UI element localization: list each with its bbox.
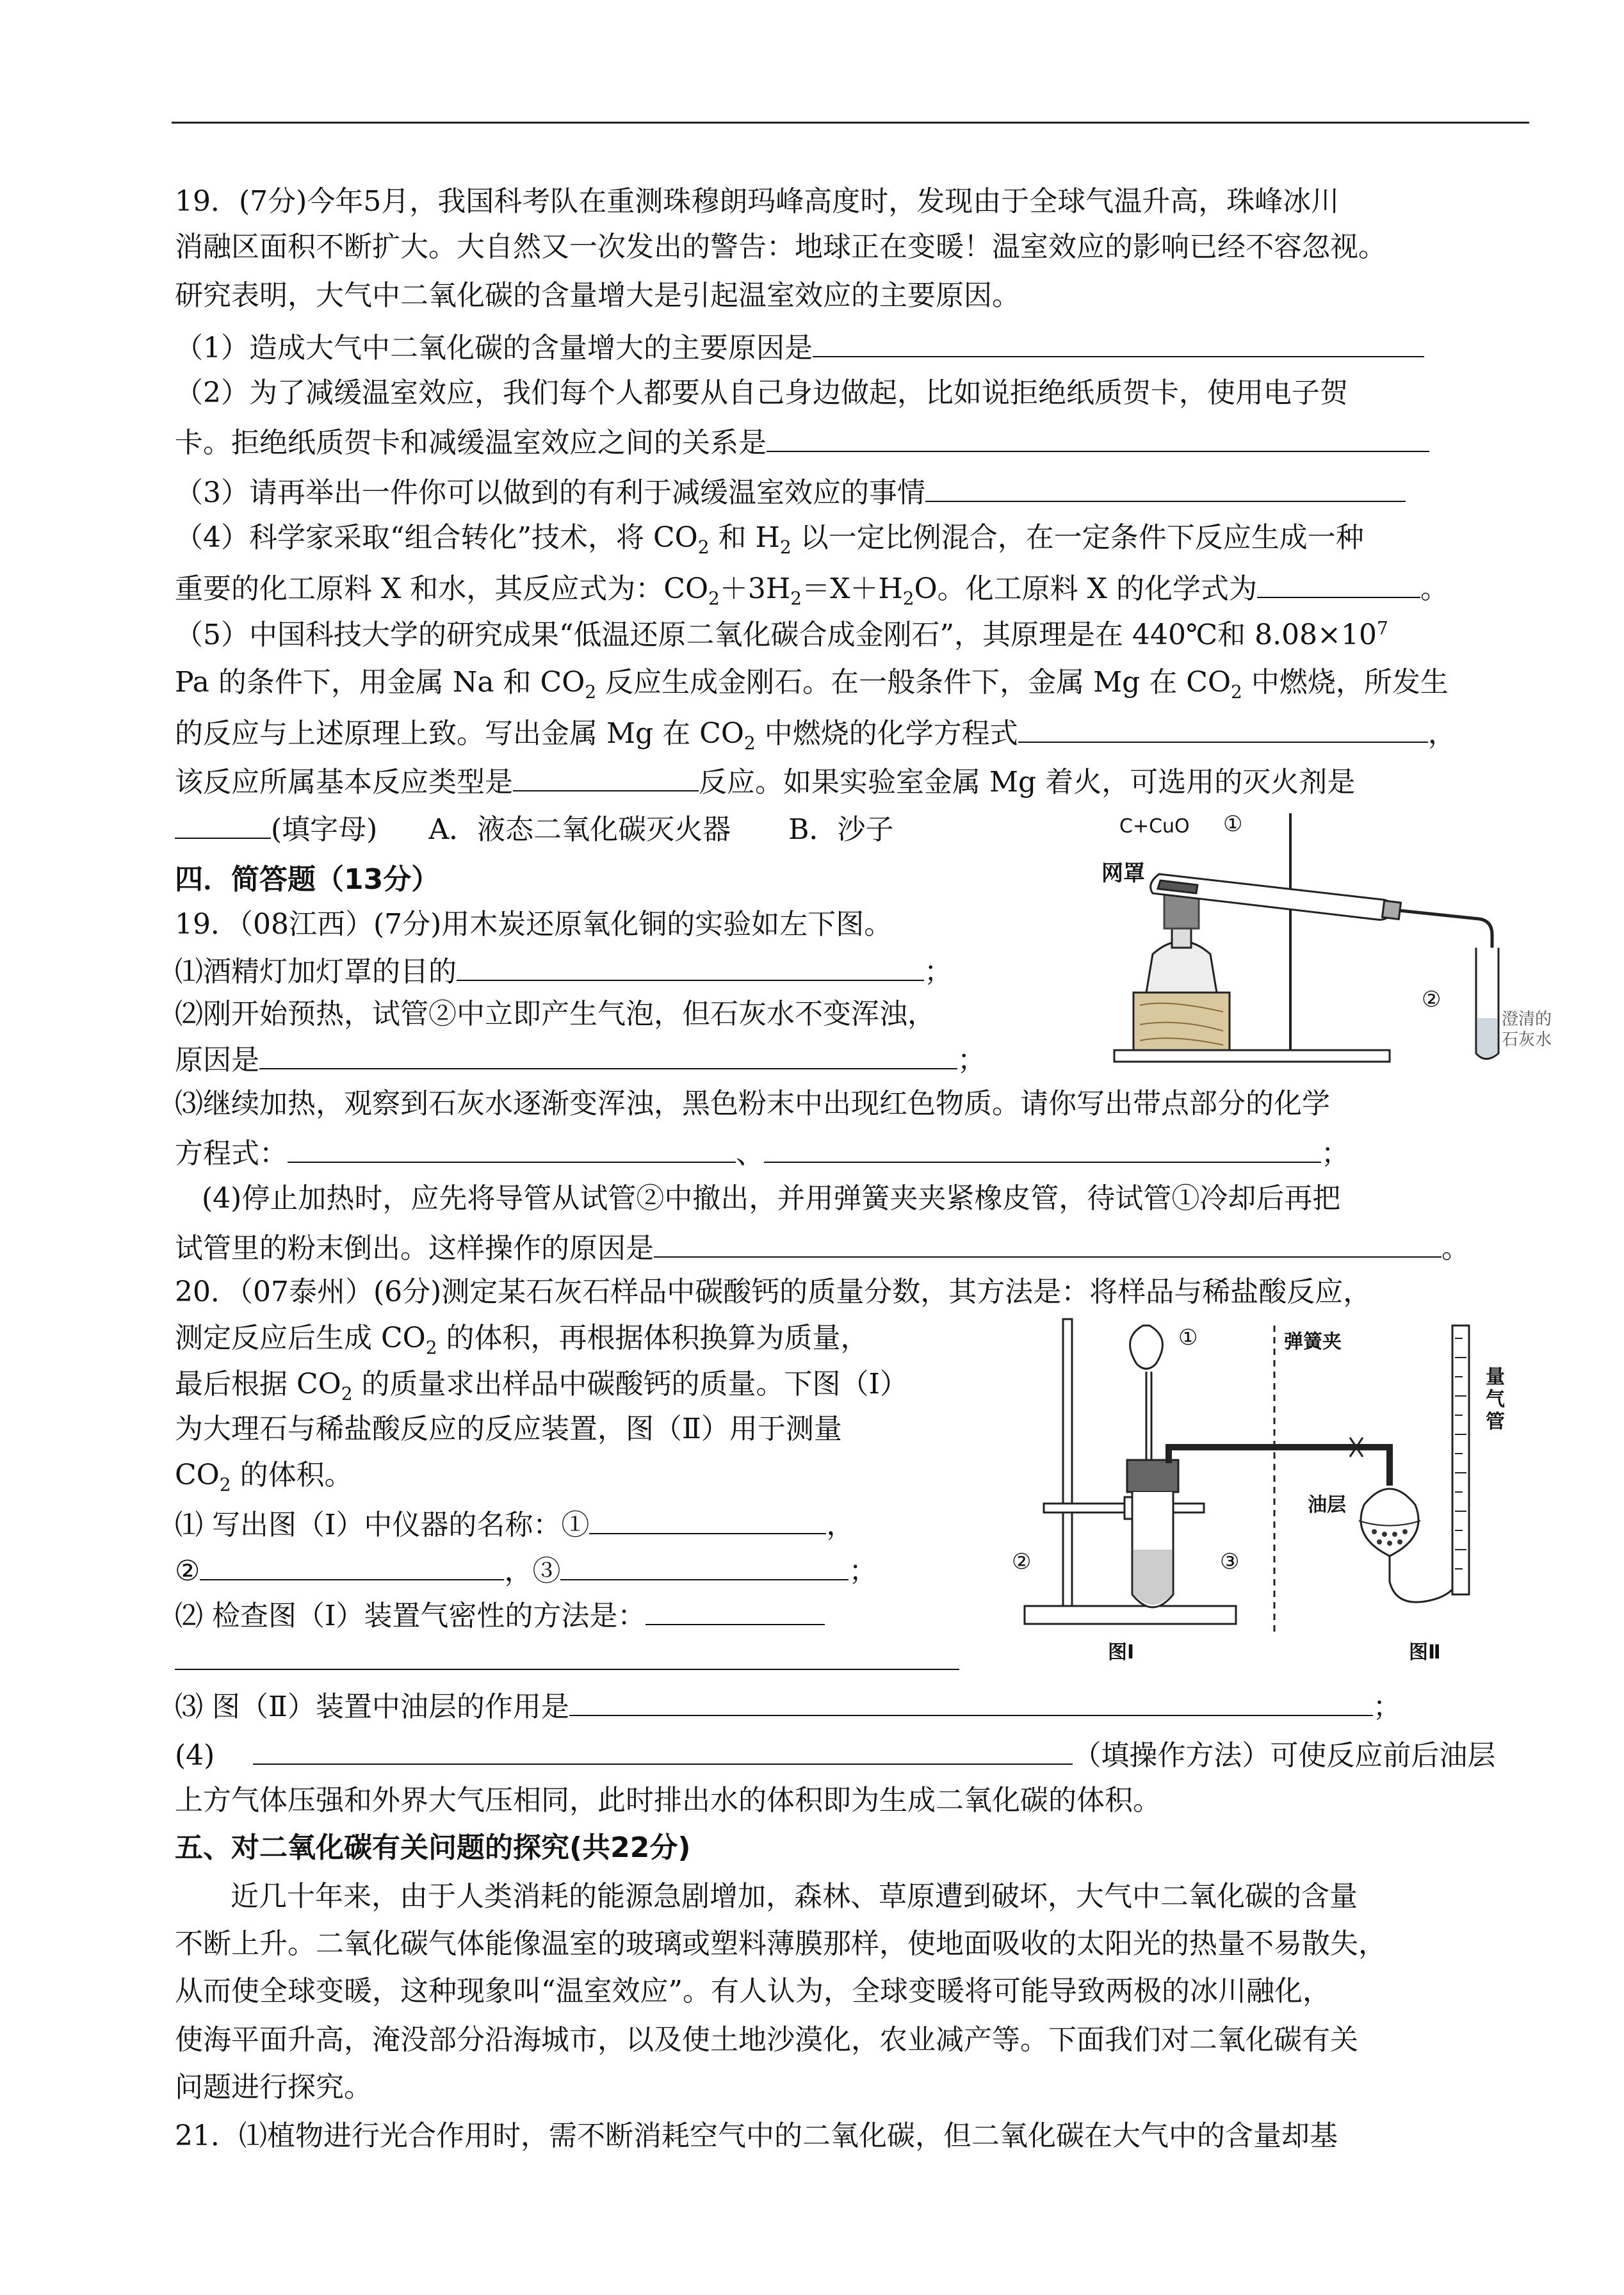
q20-stem: 20．（07泰州）(6分)测定某石灰石样品中碳酸钙的质量分数，其方法是：将样品与稀盐酸反应， [175,1276,1372,1308]
q20-sub4b: 上方气体压强和外界大气压相同，此时排出水的体积即为生成二氧化碳的体积。 [175,1784,1161,1817]
charcoal-cuo-apparatus-figure [1101,800,1552,1069]
section-5-title: 五、对二氧化碳有关问题的探究(共22分) [175,1831,691,1864]
q19a-sub5e: (填字母) A．液态二氧化碳灭火器 B．沙子 [175,808,893,849]
wooden-block [1133,993,1230,1050]
q19b-sub2b: 原因是 ； [175,1039,986,1080]
limewater-label-2: 石灰水 [1502,1030,1552,1050]
rubber-stopper [1127,1460,1178,1492]
answer-blank[interactable] [288,1132,736,1163]
sec5-para-line4: 使海平面升高，淹没部分沿海城市，以及使土地沙漠化，农业减产等。下面我们对二氧化碳有关 [175,2023,1358,2056]
q20-sub1: ⑴ 写出图（Ⅰ）中仪器的名称：① ， [175,1504,854,1545]
q19a-sub1: （1）造成大气中二氧化碳的含量增大的主要原因是 [175,327,1424,368]
q19b-sub3b: 方程式： 、 ； [175,1132,1349,1173]
sec5-para-line3: 从而使全球变暖，这种现象叫“温室效应”。有人认为，全球变暖将可能导致两极的冰川融化， [175,1975,1331,2007]
tube2-number: ② [1422,987,1441,1012]
cuo-label: C+CuO [1119,815,1190,838]
section-4-title: 四．简答题（13分） [175,863,440,896]
answer-line[interactable] [175,1669,959,1670]
fig2-number-2: ② [1012,1549,1032,1575]
answer-blank[interactable] [569,1685,1373,1716]
q20-line4: 为大理石与稀盐酸反应的反应装置，图（Ⅱ）用于测量 [175,1413,842,1445]
limewater-label-1: 澄清的 [1502,1010,1552,1029]
gas-burette-label-2: 气 [1486,1388,1505,1411]
co2-measurement-apparatus-figure [1012,1300,1537,1678]
gas-burette [1452,1326,1469,1594]
q19b-sub4a: (4)停止加热时，应先将导管从试管②中撤出，并用弹簧夹夹紧橡皮管，待试管①冷却后再把 [202,1182,1341,1215]
stand-base [1025,1606,1236,1624]
tube1-number: ① [1223,811,1243,837]
fig2-number-1: ① [1178,1325,1198,1350]
q19a-sub4b: 重要的化工原料 X 和水，其反应式为：$CO_2+3H_2=X+H_2O$。化工原料 X 的化学式为 。 [175,567,1449,608]
q20-sub3: ⑶ 图（Ⅱ）装置中油层的作用是 ； [175,1685,1401,1726]
answer-blank[interactable] [646,1594,825,1625]
answer-blank[interactable] [175,808,271,839]
q20-sub4: (4) （填操作方法）可使反应前后油层 [175,1734,1495,1775]
q19b-sub2a: ⑵刚开始预热，试管②中立即产生气泡，但石灰水不变浑浊， [175,998,936,1030]
stand-base [1114,1050,1390,1062]
q19b-sub3a: ⑶继续加热，观察到石灰水逐渐变浑浊，黑色粉末中出现红色物质。请你写出带点部分的化学 [175,1087,1330,1120]
q19b-sub4b: 试管里的粉末倒出。这样操作的原因是 。 [175,1227,1470,1268]
q20-line2: 测定反应后生成 $CO_2$ 的体积，再根据体积换算为质量， [175,1322,869,1358]
header-rule [172,122,1529,124]
answer-blank[interactable] [1018,712,1428,743]
sec5-para-line5: 问题进行探究。 [175,2071,372,2104]
answer-blank[interactable] [253,1734,1073,1765]
alcohol-lamp [1146,941,1217,993]
q19a-line3: 研究表明，大气中二氧化碳的含量增大是引起温室效应的主要原因。 [175,279,1020,312]
q20-sub2: ⑵ 检查图（Ⅰ）装置气密性的方法是： [175,1594,825,1635]
q19a-line1: 19．(7分)今年5月，我国科考队在重测珠穆朗玛峰高度时，发现由于全球气温升高，珠峰冰川 [175,185,1340,218]
sec5-para-line2: 不断上升。二氧化碳气体能像温室的玻璃或塑料薄膜那样，使地面吸收的太阳光的热量不易散失， [175,1927,1386,1960]
answer-blank[interactable] [457,950,924,981]
mesh-label: 网罩 [1101,861,1145,886]
q19b-sub1: ⑴酒精灯加灯罩的目的 ； [175,950,952,991]
answer-blank[interactable] [589,1504,826,1534]
q19a-sub3: （3）请再举出一件你可以做到的有利于减缓温室效应的事情 [175,471,1406,512]
answer-blank[interactable] [200,1550,504,1580]
answer-blank[interactable] [767,421,1429,452]
q19b-stem: 19．（08江西）(7分)用木炭还原氧化铜的实验如左下图。 [175,908,893,941]
gas-collection-bulb [1361,1489,1418,1556]
gas-burette-label-3: 管 [1486,1411,1505,1433]
sec5-para-line1: 近几十年来，由于人类消耗的能源急剧增加，森林、草原遭到破坏，大气中二氧化碳的含量 [231,1880,1358,1913]
q19a-sub5a: （5）中国科技大学的研究成果“低温还原二氧化碳合成金刚石”，其原理是在 440℃和 $8.08\times 10^7$ [175,617,1388,651]
gas-burette-label-1: 量 [1486,1366,1505,1388]
thistle-funnel [1130,1326,1163,1369]
answer-blank[interactable] [1257,567,1420,598]
answer-blank[interactable] [513,761,699,791]
q20-line5: $CO_2$ 的体积。 [175,1459,353,1495]
q19a-sub2b: 卡。拒绝纸质贺卡和减缓温室效应之间的关系是 [175,421,1429,462]
figure-caption-1: 图Ⅰ [1108,1641,1135,1664]
q19a-sub5b: Pa 的条件下，用金属 Na 和 $CO_2$ 反应生成金刚石。在一般条件下，金属 Mg 在 $CO_2$ 中燃烧，所发生 [175,666,1449,702]
q19a-sub2a: （2）为了减缓温室效应，我们每个人都要从自己身边做起，比如说拒绝纸质贺卡，使用电子贺 [175,377,1348,409]
spring-clamp-label: 弹簧夹 [1284,1331,1342,1353]
answer-blank[interactable] [259,1039,957,1069]
oil-layer-label: 油层 [1308,1494,1346,1516]
answer-blank[interactable] [654,1227,1441,1258]
q19a-sub5c: 的反应与上述原理上致。写出金属 Mg 在 $CO_2$ 中燃烧的化学方程式 ， [175,712,1456,753]
answer-blank[interactable] [813,327,1424,357]
fig2-number-3: ③ [1220,1549,1240,1575]
q21-stem: 21．⑴植物进行光合作用时，需不断消耗空气中的二氧化碳，但二氧化碳在大气中的含量却基 [175,2120,1338,2152]
answer-blank[interactable] [925,471,1406,502]
answer-blank[interactable] [764,1132,1321,1163]
rubber-tube [1390,1351,1460,1602]
figure-caption-2: 图Ⅱ [1409,1641,1441,1664]
q19a-sub4a: （4）科学家采取“组合转化”技术，将 $CO_2$ 和 $H_2$ 以一定比例混合，在一定条件下反应生成一种 [175,521,1364,558]
q19a-line2: 消融区面积不断扩大。大自然又一次发出的警告：地球正在变暖！温室效应的影响已经不容忽视。 [175,231,1386,263]
answer-blank[interactable] [560,1550,849,1580]
connecting-tube [1169,1447,1358,1463]
q19a-sub5d: 该反应所属基本反应类型是 反应。如果实验室金属 Mg 着火，可选用的灭火剂是 [175,761,1355,802]
q20-sub1b: ② ，③ ； [175,1550,877,1591]
iron-stand [1063,1319,1072,1606]
q20-line3: 最后根据 $CO_2$ 的质量求出样品中碳酸钙的质量。下图（Ⅰ） [175,1368,908,1404]
